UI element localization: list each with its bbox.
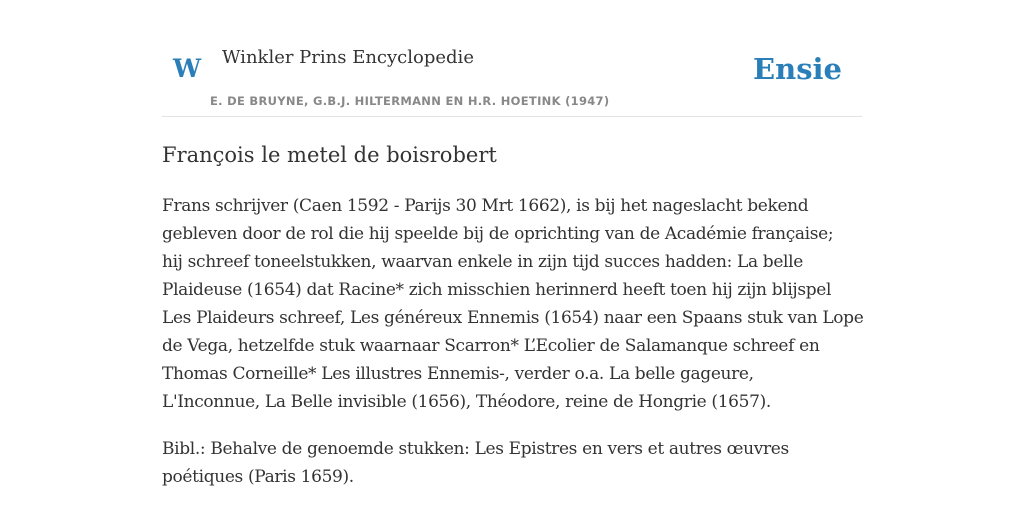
article-body-line: Frans schrijver (Caen 1592 - Parijs 30 Mrt 1662), is bij het nageslacht bekend: [162, 196, 809, 216]
article-title: François le metel de boisrobert: [162, 143, 497, 167]
article-body-line: de Vega, hetzelfde stuk waarnaar Scarron* L’Ecolier de Salamanque schreef en: [162, 336, 820, 356]
publication-logo-icon[interactable]: W: [173, 54, 202, 83]
article-body-line: Thomas Corneille* Les illustres Ennemis-, verder o.a. La belle gageure,: [162, 364, 754, 384]
publication-title[interactable]: Winkler Prins Encyclopedie: [222, 47, 474, 68]
bibliography-line: poétiques (Paris 1659).: [162, 467, 354, 487]
header: [162, 0, 862, 117]
brand-logo[interactable]: Ensie: [753, 52, 842, 86]
article-body: [162, 192, 864, 416]
article-body-line: L'Inconnue, La Belle invisible (1656), Théodore, reine de Hongrie (1657).: [162, 392, 771, 412]
article-body-line: Plaideuse (1654) dat Racine* zich misschien herinnerd heeft toen hij zijn blijspel: [162, 280, 832, 300]
page: [162, 0, 862, 512]
article-body-line: Les Plaideurs schreef, Les généreux Ennemis (1654) naar een Spaans stuk van Lope: [162, 308, 864, 328]
article-body-line: gebleven door de rol die hij speelde bij de oprichting van de Académie française;: [162, 224, 834, 244]
article-body-line: hij schreef toneelstukken, waarvan enkele in zijn tijd succes hadden: La belle: [162, 252, 803, 272]
bibliography-line: Bibl.: Behalve de genoemde stukken: Les Epistres en vers et autres œuvres: [162, 439, 789, 459]
article-bibliography: [162, 435, 864, 491]
publication-authors: E. DE BRUYNE, G.B.J. HILTERMANN EN H.R. HOETINK (1947): [210, 94, 610, 108]
